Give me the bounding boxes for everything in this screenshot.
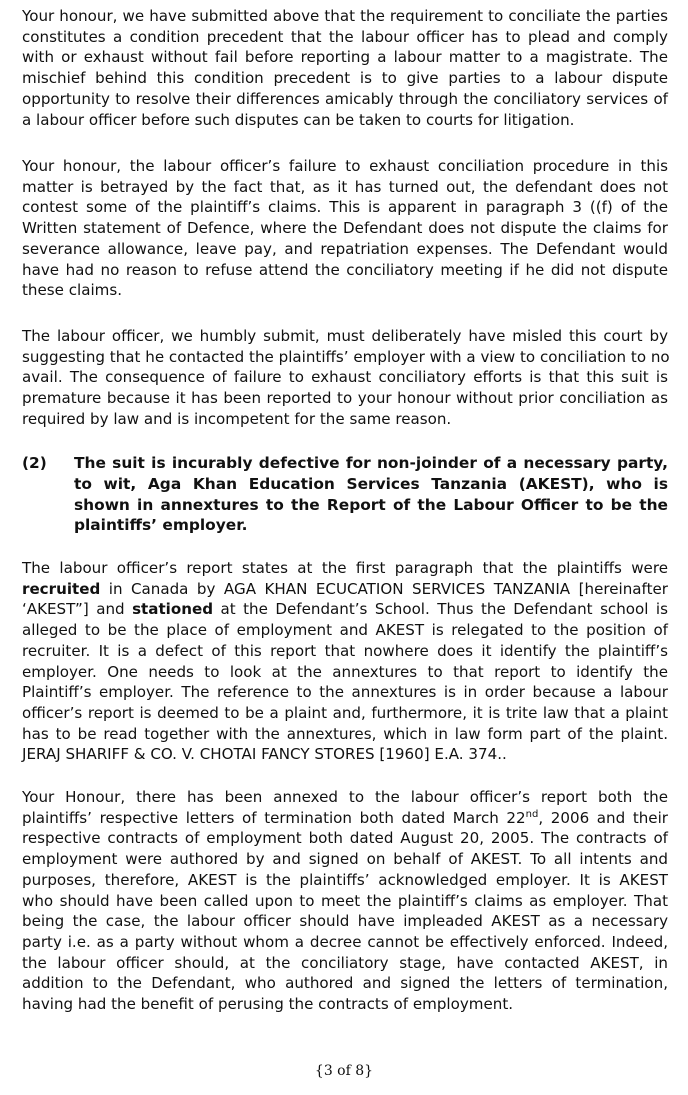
text-line: The labour officer’s report states at the first paragraph that the plaintiffs were <box>22 559 668 577</box>
paragraph-misled-court <box>22 326 668 430</box>
heading-line: plaintiffs’ employer. <box>74 516 248 535</box>
text-line: Your honour, we have submitted above that the requirement to conciliate the parties <box>22 7 668 25</box>
text-line: who should have been called upon to meet the plaintiff’s claims as employer. That <box>22 891 668 910</box>
text-line: recruiter. It is a defect of this report that nowhere does it identify the plaintiff’s <box>22 641 668 660</box>
text-line: has to be read together with the annextures, which in law form part of the plaint. <box>22 724 668 743</box>
text-line: Your honour, the labour officer’s failure to exhaust conciliation procedure in this <box>22 157 668 175</box>
text-line: the labour officer should, at the conciliatory stage, have contacted AKEST, in <box>22 953 668 972</box>
text-line: having had the benefit of perusing the contracts of employment. <box>22 995 514 1014</box>
text-line: suggesting that he contacted the plaintiffs’ employer with a view to conciliation to no <box>22 347 670 366</box>
case-citation: JERAJ SHARIFF & CO. V. CHOTAI FANCY STORES [1960] E.A. 374.. <box>22 745 507 764</box>
paragraph-report-recruitment <box>22 558 668 765</box>
text-line: respective contracts of employment both dated August 20, 2005. The contracts of <box>22 829 668 848</box>
heading-line: to wit, Aga Khan Education Services Tanzania (AKEST), who is <box>74 474 668 493</box>
text-line: contest some of the plaintiff’s claims. This is apparent in paragraph 3 ((f) of the <box>22 198 668 217</box>
text-line: recruited in Canada by AGA KHAN ECUCATION SERVICES TANZANIA [hereinafter <box>22 579 668 598</box>
text-line: being the case, the labour officer should have impleaded AKEST as a necessary <box>22 912 668 931</box>
heading-line: The suit is incurably defective for non-joinder of a necessary party, <box>74 454 668 472</box>
text-line: with or exhaust without fail before reporting a labour matter to a magistrate. The <box>22 48 668 67</box>
text-line: a labour officer before such disputes can be taken to courts for litigation. <box>22 110 575 129</box>
page-number: {3 of 8} <box>314 1063 374 1079</box>
paragraph-failure-to-exhaust <box>22 156 668 301</box>
text-line: ‘AKEST”] and stationed at the Defendant’s School. Thus the Defendant school is <box>22 600 668 619</box>
text-line: mischief behind this condition precedent is to give parties to a labour dispute <box>22 69 668 88</box>
text-line: Your Honour, there has been annexed to the labour officer’s report both the <box>22 788 668 806</box>
text-line: Written statement of Defence, where the Defendant does not dispute the claims for <box>22 219 668 238</box>
text-line: constitutes a condition precedent that the labour officer has to plead and comply <box>22 27 668 46</box>
text-line: Plaintiff’s employer. The reference to the annextures is in order because a labour <box>22 683 668 702</box>
text-line: employment were authored by and signed on behalf of AKEST. To all intents and <box>22 850 668 869</box>
emphasis-recruited: recruited <box>22 579 101 598</box>
paragraph-conciliation-precedent <box>22 6 668 130</box>
text-line: purposes, therefore, AKEST is the plaintiffs’ acknowledged employer. It is AKEST <box>22 870 668 889</box>
superscript: nd <box>525 808 539 820</box>
text-line: alleged to be the place of employment and AKEST is relegated to the position of <box>22 621 668 640</box>
text-line: party i.e. as a party without whom a decree cannot be effectively enforced. Indeed, <box>22 932 668 951</box>
text-line: severance allowance, leave pay, and repatriation expenses. The Defendant would <box>22 239 668 258</box>
text-line: The labour officer, we humbly submit, must deliberately have misled this court by <box>22 327 668 345</box>
text-line: premature because it has been reported to your honour without prior conciliation as <box>22 389 668 408</box>
text-line: employer. One needs to look at the annextures to that report to identify the <box>22 662 668 681</box>
text-line: have had no reason to refuse attend the conciliatory meeting if he did not dispute <box>22 260 668 279</box>
text-line: officer’s report is deemed to be a plaint and, furthermore, it is trite law that a plaint <box>22 703 668 722</box>
text-line: matter is betrayed by the fact that, as it has turned out, the defendant does not <box>22 177 668 196</box>
text-line: opportunity to resolve their differences amicably through the conciliatory services of <box>22 89 668 108</box>
text-line: these claims. <box>22 281 123 300</box>
section-heading-non-joinder <box>22 453 668 537</box>
text-line: avail. The consequence of failure to exhaust conciliatory efforts is that this suit is <box>22 368 668 387</box>
heading-line: shown in annextures to the Report of the Labour Officer to be the <box>74 495 668 514</box>
section-number: (2) <box>22 454 47 472</box>
paragraph-akest-employer <box>22 787 668 1015</box>
text-line: plaintiffs’ respective letters of termination both dated March 22nd, 2006 and their <box>22 808 668 827</box>
text-line: addition to the Defendant, who authored and signed the letters of termination, <box>22 974 668 993</box>
emphasis-stationed: stationed <box>132 600 214 619</box>
text-line: required by law and is incompetent for the same reason. <box>22 409 452 428</box>
